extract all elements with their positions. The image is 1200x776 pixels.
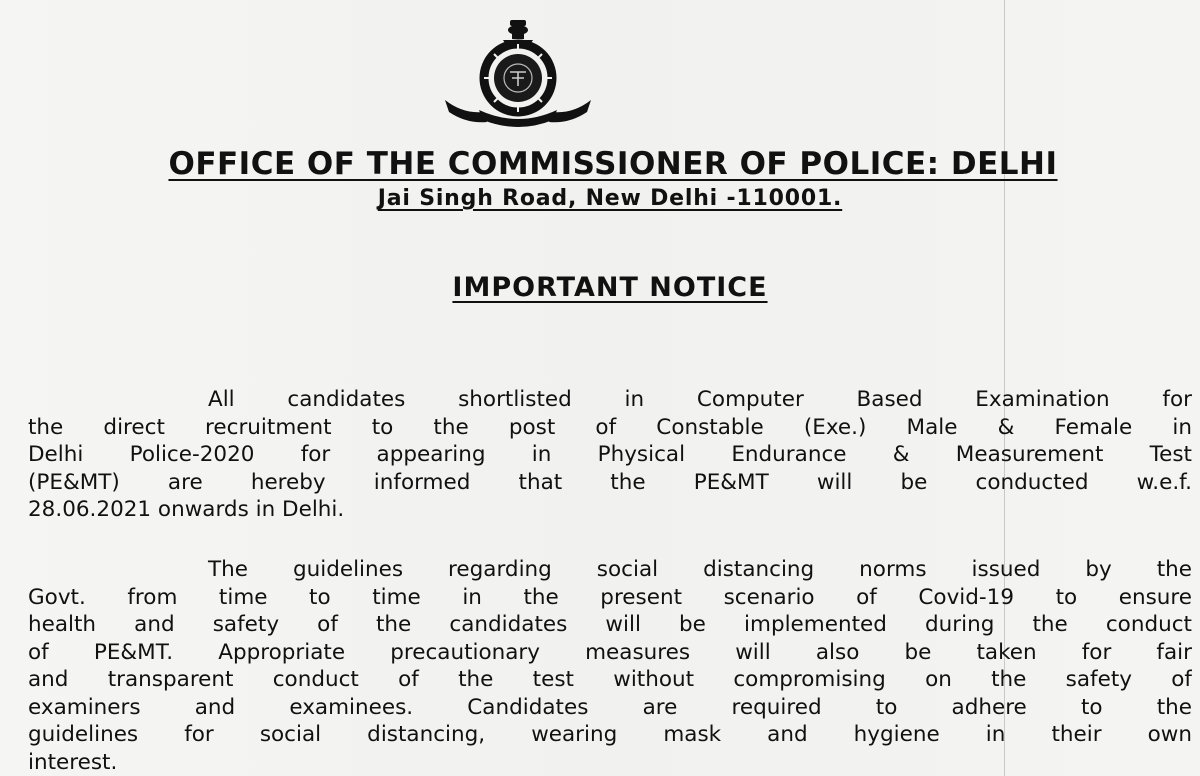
paragraph-line: Delhi Police-2020 for appearing in Physical Endurance & Measurement Test [28, 442, 1192, 467]
paragraph-line: interest. [28, 749, 118, 775]
paragraph-line: and transparent conduct of the test without compromising on the safety of [28, 667, 1192, 692]
paragraph-line: of PE&MT. Appropriate precautionary measures will also be taken for fair [28, 639, 1192, 665]
paragraph-line: (PE&MT) are hereby informed that the PE&MT will be conducted w.e.f. [28, 469, 1192, 495]
paragraph-line: All candidates shortlisted in Computer Based Examination for [208, 387, 1192, 412]
paragraph-line: The guidelines regarding social distancing norms issued by the [208, 557, 1192, 582]
delhi-police-emblem-icon [443, 16, 593, 128]
office-address: Jai Singh Road, New Delhi -110001. [377, 186, 843, 211]
notice-heading: IMPORTANT NOTICE [452, 272, 768, 303]
paragraph-line: health and safety of the candidates will be implemented during the conduct [28, 612, 1192, 637]
paragraph-line: examiners and examinees. Candidates are required to adhere to the [28, 694, 1192, 720]
paragraph-line: 28.06.2021 onwards in Delhi. [28, 497, 345, 522]
paragraph-line: guidelines for social distancing, wearing mask and hygiene in their own [28, 722, 1192, 747]
paragraph-line: Govt. from time to time in the present scenario of Covid-19 to ensure [28, 584, 1192, 610]
paragraph-line: the direct recruitment to the post of Constable (Exe.) Male & Female in [28, 414, 1192, 440]
office-title: OFFICE OF THE COMMISSIONER OF POLICE: DELHI [168, 146, 1058, 182]
notice-paragraph-2 [28, 556, 1192, 776]
notice-paragraph-1 [28, 386, 1192, 524]
